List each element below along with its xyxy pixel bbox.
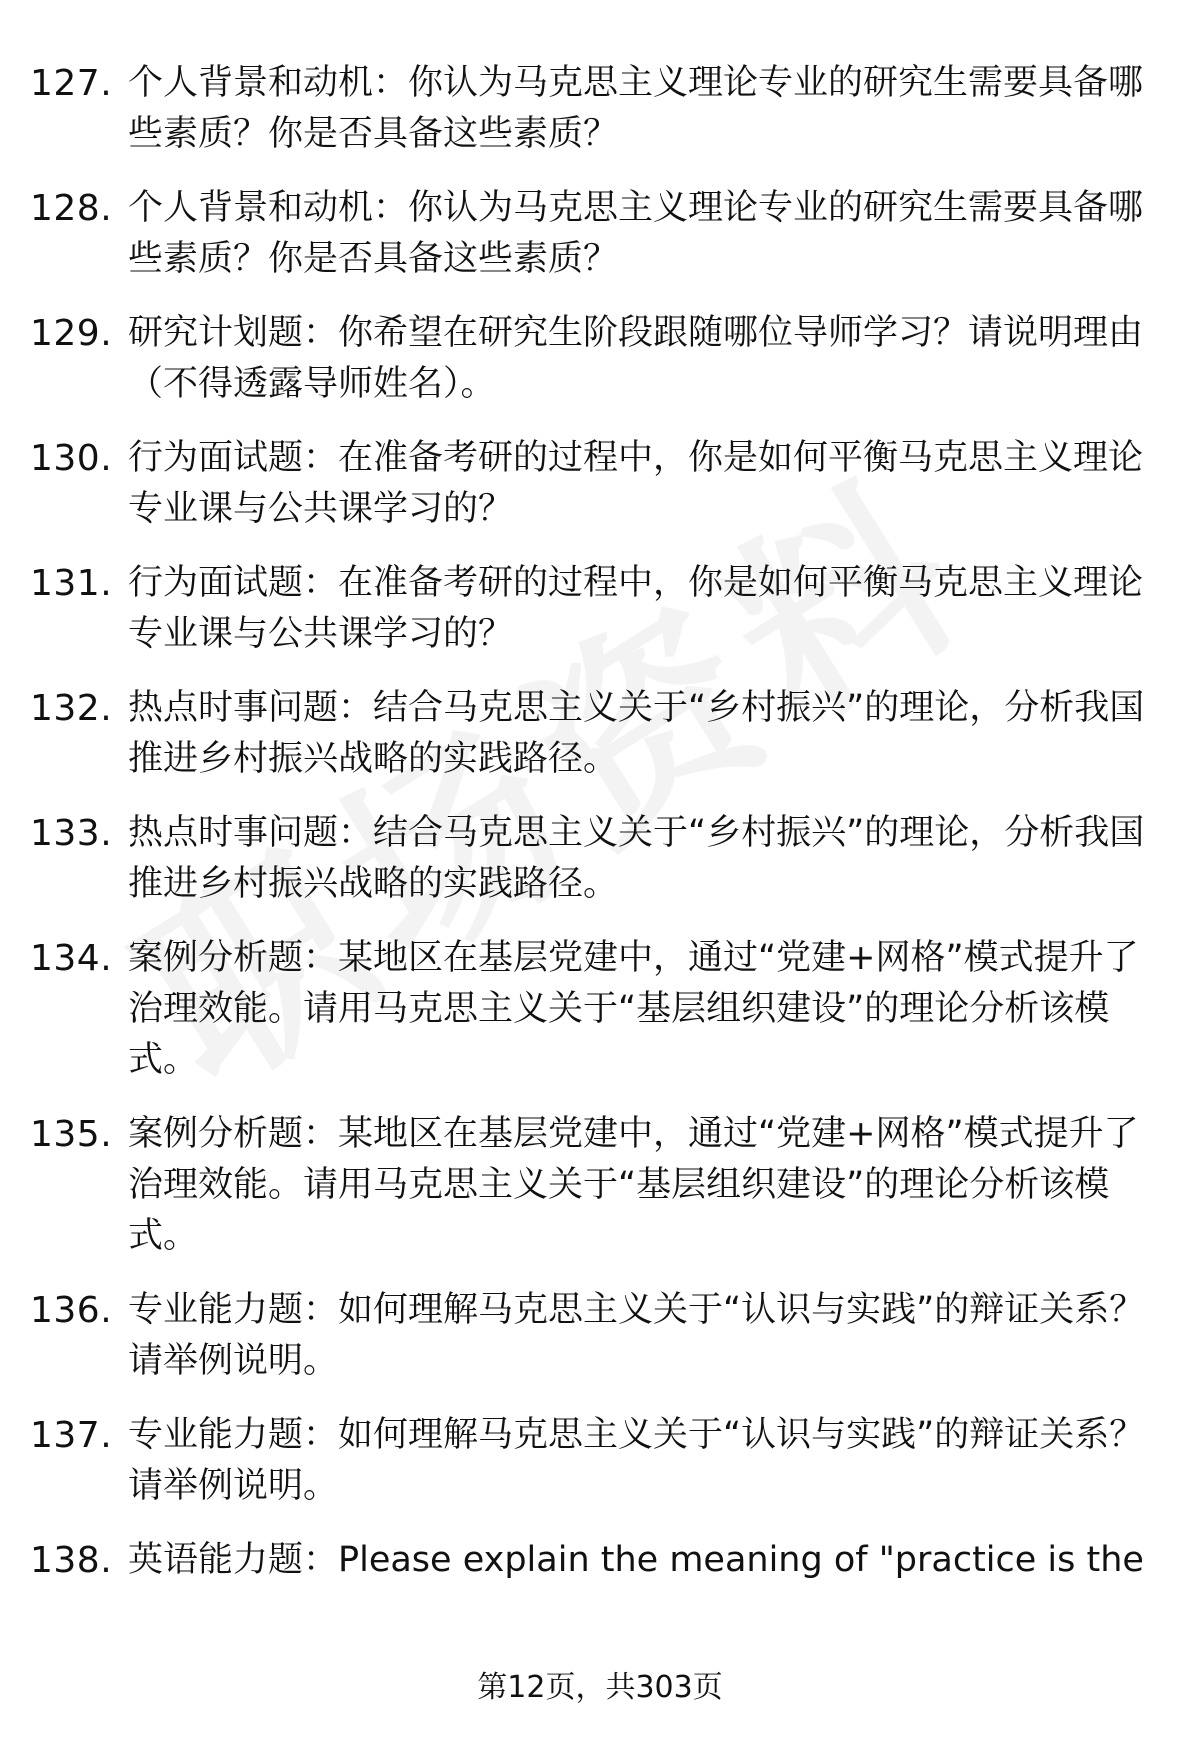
list-item bbox=[30, 933, 1155, 1086]
question-number: 127. bbox=[30, 63, 113, 104]
question-number: 130. bbox=[30, 438, 113, 479]
question-number: 137. bbox=[30, 1415, 113, 1456]
list-item bbox=[30, 558, 1155, 660]
page-number-footer: 第12页，共303页 bbox=[477, 1670, 723, 1705]
question-text: 案例分析题：某地区在基层党建中，通过“党建+网格”模式提升了治理效能。请用马克思主义关于“基层组织建设”的理论分析该模式。 bbox=[128, 938, 1139, 1080]
list-item bbox=[30, 808, 1155, 910]
list-item bbox=[30, 1410, 1155, 1512]
question-text: 研究计划题：你希望在研究生阶段跟随哪位导师学习？请说明理由（不得透露导师姓名）。 bbox=[128, 313, 1144, 404]
question-text: 专业能力题：如何理解马克思主义关于“认识与实践”的辩证关系？请举例说明。 bbox=[128, 1290, 1145, 1381]
question-list bbox=[30, 58, 1155, 1658]
list-item bbox=[30, 433, 1155, 535]
question-text: 个人背景和动机：你认为马克思主义理论专业的研究生需要具备哪些素质？你是否具备这些素质？ bbox=[128, 188, 1144, 279]
question-text: 热点时事问题：结合马克思主义关于“乡村振兴”的理论，分析我国推进乡村振兴战略的实践路径。 bbox=[128, 813, 1145, 904]
question-number: 138. bbox=[30, 1540, 113, 1581]
question-text: 行为面试题：在准备考研的过程中，你是如何平衡马克思主义理论专业课与公共课学习的？ bbox=[128, 438, 1144, 529]
question-number: 129. bbox=[30, 313, 113, 354]
question-number: 133. bbox=[30, 813, 113, 854]
list-item bbox=[30, 1285, 1155, 1387]
question-text: 专业能力题：如何理解马克思主义关于“认识与实践”的辩证关系？请举例说明。 bbox=[128, 1415, 1145, 1506]
question-number: 131. bbox=[30, 563, 113, 604]
question-text: 英语能力题：Please explain the meaning of "practice is the bbox=[128, 1540, 1144, 1580]
list-item bbox=[30, 1109, 1155, 1262]
list-item bbox=[30, 183, 1155, 285]
question-text: 个人背景和动机：你认为马克思主义理论专业的研究生需要具备哪些素质？你是否具备这些素质？ bbox=[128, 63, 1144, 154]
question-text: 案例分析题：某地区在基层党建中，通过“党建+网格”模式提升了治理效能。请用马克思主义关于“基层组织建设”的理论分析该模式。 bbox=[128, 1114, 1139, 1256]
question-text: 热点时事问题：结合马克思主义关于“乡村振兴”的理论，分析我国推进乡村振兴战略的实践路径。 bbox=[128, 688, 1145, 779]
question-number: 136. bbox=[30, 1290, 113, 1331]
question-number: 128. bbox=[30, 188, 113, 229]
list-item bbox=[30, 1535, 1155, 1586]
question-number: 134. bbox=[30, 938, 113, 979]
question-number: 135. bbox=[30, 1114, 113, 1155]
list-item bbox=[30, 683, 1155, 785]
question-text: 行为面试题：在准备考研的过程中，你是如何平衡马克思主义理论专业课与公共课学习的？ bbox=[128, 563, 1144, 654]
question-number: 132. bbox=[30, 688, 113, 729]
list-item bbox=[30, 308, 1155, 410]
list-item bbox=[30, 58, 1155, 160]
